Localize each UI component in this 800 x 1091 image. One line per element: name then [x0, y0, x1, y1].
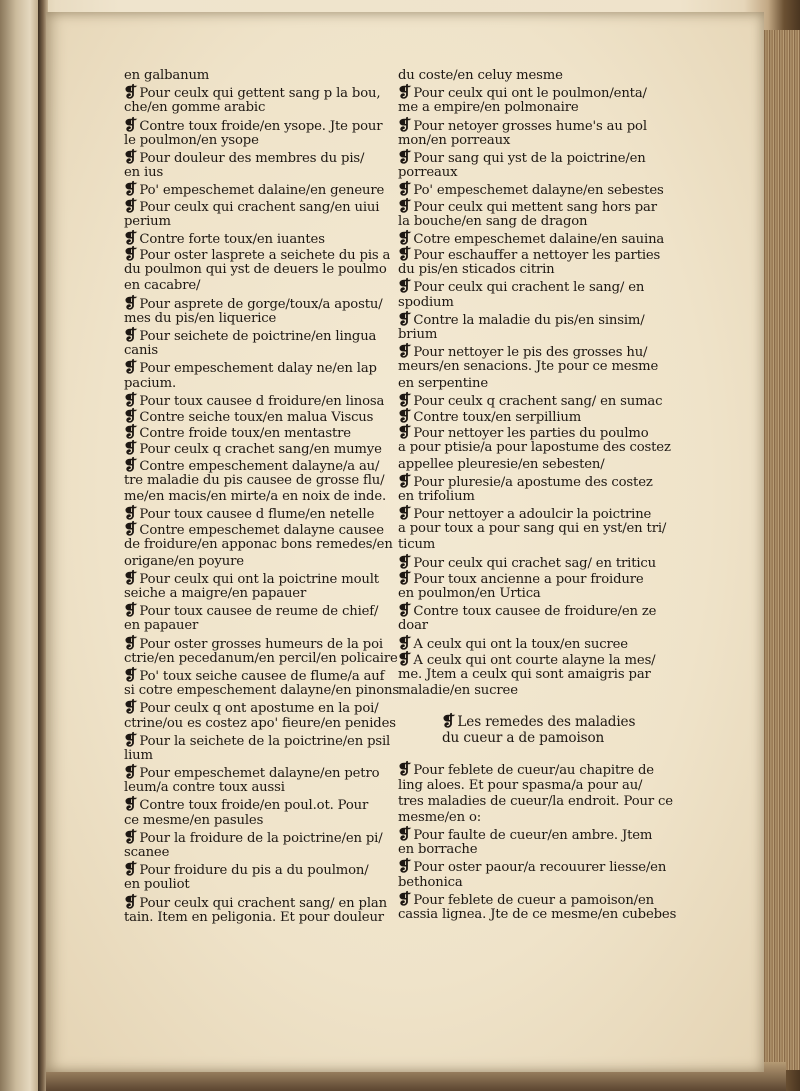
pilcrow-mark: ❡ — [397, 649, 412, 668]
line-text: Pour sang qui yst de la poictrine/en — [413, 150, 646, 166]
text-line — [124, 570, 392, 586]
page-stack-edge — [764, 30, 800, 1070]
line-text: Pour nettoyer le pis des grosses hu/ — [413, 345, 648, 361]
line-text: Contre la maladie du pis/en sinsim/ — [413, 312, 645, 328]
text-line — [124, 829, 392, 845]
pilcrow-mark: ❡ — [123, 180, 138, 199]
text-line — [398, 440, 674, 456]
line-text: en papauer — [124, 618, 199, 634]
text-line — [398, 278, 674, 294]
text-line — [398, 100, 674, 116]
text-line — [398, 521, 674, 537]
line-text: Contre toux froide/en poul.ot. Pour — [139, 798, 369, 814]
line-text: appellee pleuresie/en sebesten/ — [398, 456, 605, 472]
line-text: tre maladie du pis causee de grosse flu/ — [124, 472, 385, 488]
pilcrow-mark: ❡ — [123, 115, 138, 134]
text-line — [398, 602, 674, 618]
line-text: Pour oster lasprete a seichete du pis a — [139, 248, 391, 264]
line-text: Pour toux causee de reume de chief/ — [139, 604, 379, 620]
text-line — [124, 149, 392, 165]
text-line — [398, 794, 674, 810]
right-column-bottom-block — [397, 760, 677, 923]
pilcrow-mark: ❡ — [397, 471, 412, 490]
text-line — [398, 778, 674, 794]
line-text: Pour seichete de poictrine/en lingua — [139, 329, 377, 344]
pilcrow-mark: ❡ — [397, 406, 412, 425]
pilcrow-mark: ❡ — [397, 552, 412, 571]
line-text: ce mesme/en pasules — [124, 812, 264, 828]
text-line — [398, 408, 674, 424]
text-line — [398, 570, 674, 586]
line-text: en trifolium — [398, 488, 475, 504]
text-line — [398, 181, 674, 197]
text-line — [124, 780, 392, 796]
line-text: Contre toux causee de froidure/en ze — [413, 604, 657, 620]
text-line — [124, 910, 392, 926]
line-text: Contre toux/en serpillium — [413, 409, 582, 425]
pilcrow-mark: ❡ — [123, 827, 138, 846]
text-line — [398, 149, 674, 165]
line-text: du coste/en celuy mesme — [398, 68, 563, 83]
line-text: en pouliot — [124, 877, 190, 893]
pilcrow-mark: ❡ — [123, 665, 138, 684]
line-text: ling aloes. Et pour spasma/a pour au/ — [398, 777, 643, 793]
pilcrow-mark: ❡ — [441, 712, 456, 731]
pilcrow-mark: ❡ — [397, 423, 412, 442]
right-text-column — [397, 68, 677, 923]
text-line — [398, 586, 674, 602]
line-text: origane/en poyure — [124, 553, 244, 569]
text-line — [124, 392, 392, 408]
line-text: en galbanum — [124, 68, 210, 83]
line-text: Pour la froidure de la poictrine/en pi/ — [139, 830, 383, 846]
line-text: a pour ptisie/a pour lapostume des costez — [398, 440, 671, 456]
line-text: Pour nettoyer a adoulcir la poictrine — [413, 507, 652, 523]
text-line — [398, 327, 674, 343]
text-line — [398, 68, 674, 84]
text-line — [398, 133, 674, 149]
pilcrow-mark: ❡ — [123, 633, 138, 652]
text-line — [398, 392, 674, 408]
text-line — [442, 713, 674, 730]
line-text: du pis/en sticados citrin — [398, 262, 555, 278]
line-text: Pour la seichete de la poictrine/en psil — [139, 733, 391, 749]
line-text: en serpentine — [398, 375, 488, 391]
line-text: meurs/en senacions. Jte pour ce mesme — [398, 359, 659, 375]
pilcrow-mark: ❡ — [123, 892, 138, 911]
text-line — [124, 359, 392, 375]
text-line — [124, 327, 392, 343]
text-line — [398, 761, 674, 777]
text-line — [124, 278, 392, 294]
line-text: Pour ceulx qui crachet sag/ en triticu — [413, 555, 657, 571]
text-line — [124, 376, 392, 392]
text-line — [124, 732, 392, 748]
section-heading — [398, 713, 674, 747]
pilcrow-mark: ❡ — [123, 390, 138, 409]
line-text: Pour empeschemet dalayne/en petro — [139, 766, 380, 782]
line-text: a pour toux a pour sang qui en yst/en tri/ — [398, 521, 667, 537]
text-line — [398, 891, 674, 907]
text-line — [124, 764, 392, 780]
line-text: Pour ceulx q crachet sang/en mumye — [139, 442, 382, 458]
pilcrow-mark: ❡ — [397, 147, 412, 166]
text-line — [124, 343, 392, 359]
line-text: Pour ceulx qui crachent sang/en uiui — [139, 199, 380, 215]
pilcrow-mark: ❡ — [123, 763, 138, 782]
line-text: Pour feblete de cueur a pamoison/en — [413, 892, 654, 908]
text-line — [124, 489, 392, 505]
line-text: A ceulx qui ont courte alayne la mes/ — [413, 652, 656, 668]
text-line — [398, 667, 674, 683]
line-text: porreaux — [398, 165, 458, 181]
pilcrow-mark: ❡ — [123, 228, 138, 247]
line-text: ctrine/ou es costez apo' fieure/en penides — [124, 715, 396, 731]
line-text: Pour empeschement dalay ne/en lap — [139, 361, 377, 377]
text-line — [398, 359, 674, 375]
line-text: pacium. — [124, 375, 177, 391]
line-text: Pour pluresie/a apostume des costez — [413, 474, 653, 490]
text-line — [124, 230, 392, 246]
text-line — [124, 457, 392, 473]
line-text: me. Jtem a ceulx qui sont amaigris par — [398, 666, 651, 682]
line-text: ctrie/en pecedanum/en percil/en policaire — [124, 650, 398, 666]
text-line — [398, 635, 674, 651]
line-text: spodium — [398, 294, 454, 310]
text-line — [398, 230, 674, 246]
text-line — [398, 473, 674, 489]
line-text: Les remedes des maladies — [457, 714, 636, 731]
line-text: Pour nettoyer les parties du poulmo — [413, 426, 649, 442]
line-text: mesme/en o: — [398, 809, 482, 825]
text-line — [398, 376, 674, 392]
pilcrow-mark: ❡ — [397, 342, 412, 361]
text-line — [124, 650, 398, 667]
text-line — [124, 311, 392, 327]
line-text: mes du pis/en liquerice — [124, 310, 277, 326]
line-text: Pour asprete de gorge/toux/a apostu/ — [139, 296, 383, 312]
line-text: tres maladies de cueur/la endroit. Pour ce — [398, 793, 673, 809]
pilcrow-mark: ❡ — [123, 83, 138, 102]
pilcrow-mark: ❡ — [123, 245, 138, 264]
text-line — [124, 68, 392, 84]
text-line — [124, 100, 392, 116]
text-line — [124, 699, 392, 715]
text-line — [124, 635, 392, 651]
line-text: Pour oster grosses humeurs de la poi — [139, 636, 383, 652]
line-text: du cueur a de pamoison — [442, 730, 605, 747]
text-line — [398, 826, 674, 842]
text-line — [398, 198, 674, 214]
line-text: Pour faulte de cueur/en ambre. Jtem — [413, 828, 653, 844]
line-text: Pour froidure du pis a du poulmon/ — [139, 863, 369, 879]
pilcrow-mark: ❡ — [123, 730, 138, 749]
text-line — [398, 489, 674, 505]
line-text: canis — [124, 343, 158, 359]
line-text: Contre forte toux/en iuantes — [139, 231, 325, 247]
text-line — [398, 651, 674, 667]
pilcrow-mark: ❡ — [397, 825, 412, 844]
line-text: Pour ceulx qui ont le poulmon/enta/ — [413, 86, 647, 102]
text-line — [124, 683, 399, 699]
line-text: lium — [124, 747, 153, 763]
pilcrow-mark: ❡ — [397, 568, 412, 587]
text-line — [398, 907, 677, 923]
pilcrow-mark: ❡ — [397, 760, 412, 779]
text-line — [124, 586, 392, 602]
text-line — [124, 440, 392, 456]
text-line — [124, 198, 392, 214]
pilcrow-mark: ❡ — [123, 147, 138, 166]
line-text: che/en gomme arabic — [124, 100, 266, 116]
line-text: en cacabre/ — [124, 278, 201, 294]
pilcrow-mark: ❡ — [397, 228, 412, 247]
facing-page-edge — [0, 0, 41, 1091]
text-line — [398, 165, 674, 181]
pilcrow-mark: ❡ — [123, 196, 138, 215]
text-line — [398, 262, 674, 278]
text-line — [124, 894, 392, 910]
pilcrow-mark: ❡ — [123, 293, 138, 312]
text-line — [124, 618, 392, 634]
text-line — [124, 521, 392, 537]
line-text: du poulmon qui yst de deuers le poulmo — [124, 262, 387, 278]
line-text: Pour ceulx q ont apostume en la poi/ — [139, 701, 379, 717]
pilcrow-mark: ❡ — [123, 439, 138, 458]
pilcrow-mark: ❡ — [123, 423, 138, 442]
text-line — [124, 408, 392, 424]
line-text: cassia lignea. Jte de ce mesme/en cubebes — [398, 907, 677, 922]
pilcrow-mark: ❡ — [123, 520, 138, 539]
line-text: doar — [398, 618, 428, 634]
pilcrow-mark: ❡ — [397, 196, 412, 215]
text-line — [124, 262, 392, 278]
pilcrow-mark: ❡ — [397, 857, 412, 876]
line-text: la bouche/en sang de dragon — [398, 213, 588, 229]
line-text: Pour ceulx q crachent sang/ en sumac — [413, 393, 663, 409]
text-line — [124, 667, 392, 683]
line-text: scanee — [124, 845, 170, 860]
pilcrow-mark: ❡ — [397, 277, 412, 296]
line-text: Contre seiche toux/en malua Viscus — [139, 409, 374, 425]
text-line — [398, 295, 674, 311]
line-text: Cotre empeschemet dalaine/en sauina — [413, 231, 665, 247]
line-text: en poulmon/en Urtica — [398, 586, 541, 601]
line-text: Pour ceulx qui crachent sang/ en plan — [139, 895, 387, 911]
pilcrow-mark: ❡ — [123, 358, 138, 377]
text-line — [124, 473, 392, 489]
text-line — [398, 311, 674, 327]
line-text: me/en macis/en mirte/a en noix de inde. — [124, 488, 387, 504]
pilcrow-mark: ❡ — [123, 698, 138, 717]
line-text: Po' empeschemet dalaine/en geneure — [139, 183, 385, 199]
text-line — [124, 715, 396, 732]
pilcrow-mark: ❡ — [397, 309, 412, 328]
text-line — [124, 537, 392, 553]
line-text: tain. Item en peligonia. Et pour douleur — [124, 909, 384, 925]
text-line — [398, 537, 674, 553]
text-line — [124, 214, 392, 230]
text-line — [124, 845, 392, 861]
line-text: Pour douleur des membres du pis/ — [139, 150, 365, 166]
pilcrow-mark: ❡ — [397, 115, 412, 134]
line-text: Contre froide toux/en mentastre — [139, 426, 351, 442]
line-text: bethonica — [398, 874, 463, 890]
text-line — [398, 554, 674, 570]
text-line — [398, 618, 674, 634]
line-text: me a empire/en polmonaire — [398, 100, 579, 116]
text-line — [398, 246, 674, 262]
text-line — [124, 796, 392, 812]
text-line — [124, 554, 392, 570]
pilcrow-mark: ❡ — [123, 795, 138, 814]
text-line — [124, 117, 392, 133]
line-text: ticum — [398, 537, 436, 553]
pilcrow-mark: ❡ — [123, 568, 138, 587]
text-line — [398, 343, 674, 359]
text-line — [398, 683, 674, 699]
line-text: Pour toux causee d froidure/en linosa — [139, 393, 385, 409]
line-text: Pour ceulx qui gettent sang p la bou, — [139, 86, 381, 102]
line-text: Pour ceulx qui ont la poictrine moult — [139, 571, 379, 587]
text-line — [398, 214, 674, 230]
line-text: leum/a contre toux aussi — [124, 780, 285, 796]
text-line — [398, 424, 674, 440]
text-line — [124, 505, 392, 521]
line-text: maladie/en sucree — [398, 683, 518, 699]
line-text: Pour toux causee d flume/en netelle — [139, 507, 375, 523]
line-text: A ceulx qui ont la toux/en sucree — [413, 636, 628, 652]
text-line — [398, 84, 674, 100]
pilcrow-mark: ❡ — [123, 406, 138, 425]
text-line — [124, 424, 392, 440]
text-line — [124, 181, 392, 197]
line-text: Pour oster paour/a recouurer liesse/en — [413, 860, 667, 876]
pilcrow-mark: ❡ — [123, 504, 138, 523]
line-text: en ius — [124, 165, 164, 181]
line-text: Po' toux seiche causee de flume/a auf — [139, 668, 385, 684]
text-line — [442, 730, 674, 747]
text-line — [398, 858, 674, 874]
pilcrow-mark: ❡ — [397, 83, 412, 102]
line-text: Pour feblete de cueur/au chapitre de — [413, 763, 654, 779]
line-text: de froidure/en apponac bons remedes/en — [124, 537, 393, 553]
line-text: Pour ceulx qui mettent sang hors par — [413, 199, 657, 215]
text-line — [124, 165, 392, 181]
pilcrow-mark: ❡ — [123, 860, 138, 879]
line-text: brium — [398, 327, 438, 342]
pilcrow-mark: ❡ — [397, 245, 412, 264]
right-column-top-block — [398, 68, 674, 699]
text-line — [124, 133, 392, 149]
text-line — [124, 295, 392, 311]
text-line — [398, 117, 674, 133]
line-text: Pour netoyer grosses hume's au pol — [413, 118, 647, 134]
pilcrow-mark: ❡ — [397, 601, 412, 620]
line-text: Pour toux ancienne a pour froidure — [413, 571, 644, 587]
line-text: Contre toux froide/en ysope. Jte pour — [139, 118, 383, 134]
pilcrow-mark: ❡ — [397, 180, 412, 199]
text-line — [398, 875, 674, 891]
line-text: Contre empeschemet dalayne causee — [139, 523, 384, 539]
line-text: mon/en porreaux — [398, 132, 511, 148]
pilcrow-mark: ❡ — [397, 633, 412, 652]
text-line — [124, 748, 392, 764]
line-text: Pour eschauffer a nettoyer les parties — [413, 248, 661, 264]
text-line — [124, 602, 392, 618]
pilcrow-mark: ❡ — [123, 601, 138, 620]
line-text: seiche a maigre/en papauer — [124, 586, 307, 601]
text-line — [124, 246, 392, 262]
pilcrow-mark: ❡ — [397, 504, 412, 523]
text-line — [124, 877, 392, 893]
pilcrow-mark: ❡ — [123, 455, 138, 474]
text-line — [398, 505, 674, 521]
pilcrow-mark: ❡ — [397, 889, 412, 908]
line-text: Po' empeschemet dalayne/en sebestes — [413, 183, 664, 199]
text-line — [398, 810, 674, 826]
text-line — [124, 861, 392, 877]
line-text: Contre empeschement dalayne/a au/ — [139, 458, 380, 474]
line-text: en borrache — [398, 842, 478, 858]
text-line — [398, 842, 674, 858]
left-text-column — [123, 68, 399, 926]
text-line — [124, 813, 392, 829]
text-line — [124, 84, 392, 100]
text-line — [398, 457, 674, 473]
line-text: perium — [124, 213, 171, 229]
line-text: Pour ceulx qui crachent le sang/ en — [413, 280, 645, 296]
pilcrow-mark: ❡ — [123, 326, 138, 344]
line-text: si cotre empeschement dalayne/en pinons — [124, 683, 399, 699]
pilcrow-mark: ❡ — [397, 390, 412, 409]
line-text: le poulmon/en ysope — [124, 132, 259, 148]
